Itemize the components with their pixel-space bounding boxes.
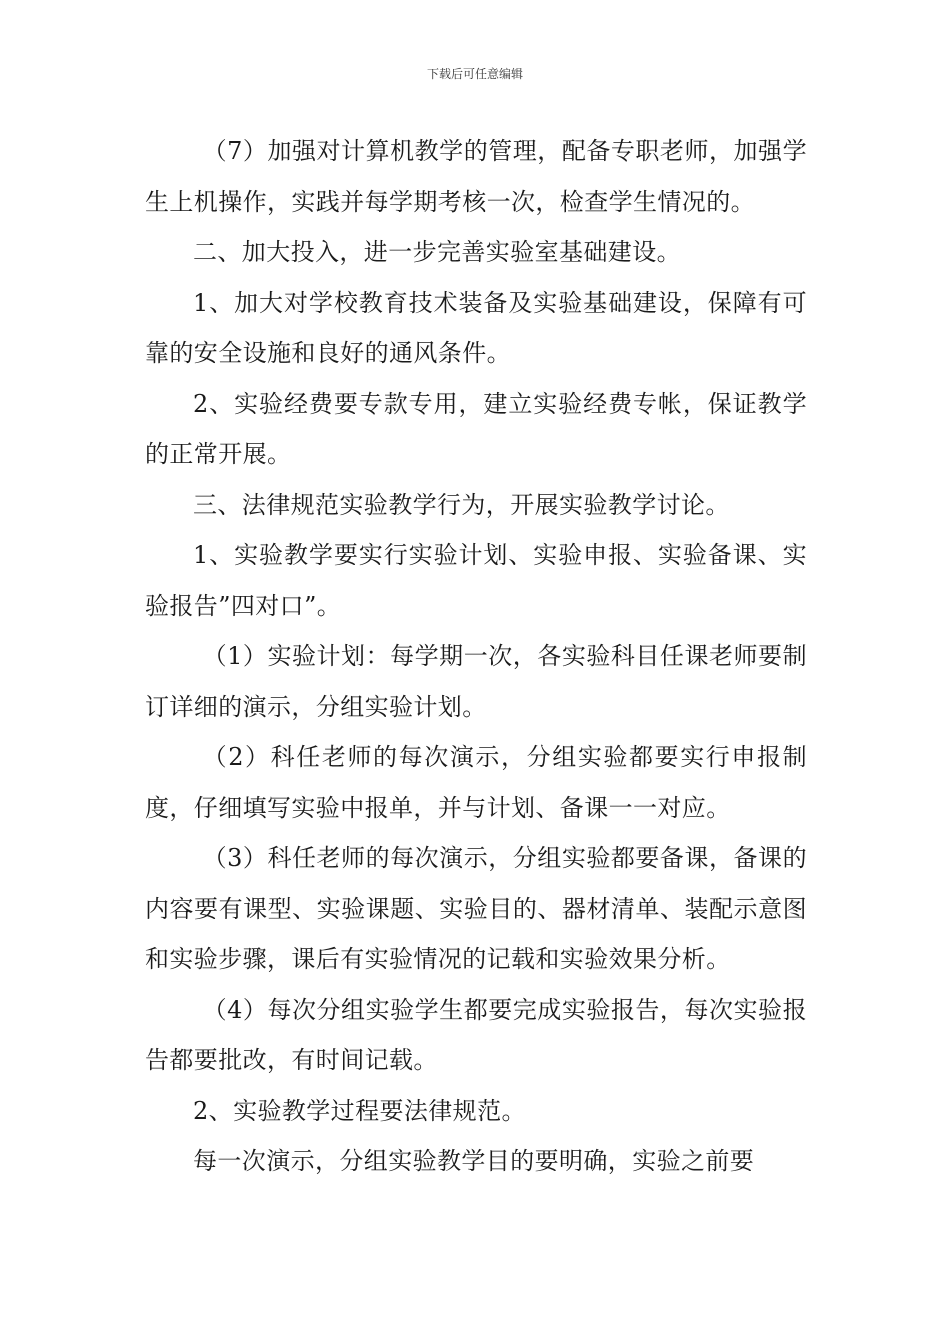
paragraph-item-7: （7）加强对计算机教学的管理，配备专职老师，加强学生上机操作，实践并每学期考核一次，检查学生情况的。 [145, 137, 807, 216]
paragraph-section-2-item-2: 2、实验经费要专款专用，建立实验经费专帐，保证教学的正常开展。 [145, 389, 807, 468]
paragraph-section-2-item-1: 1、加大对学校教育技术装备及实验基础建设，保障有可靠的安全设施和良好的通风条件。 [145, 288, 807, 367]
paragraph-subitem-4: （4）每次分组实验学生都要完成实验报告，每次实验报告都要批改，有时间记载。 [145, 995, 807, 1074]
paragraph-subitem-2: （2）科任老师的每次演示，分组实验都要实行申报制度，仔细填写实验中报单，并与计划、备课一一对应。 [145, 743, 807, 822]
paragraph-subitem-3: （3）科任老师的每次演示，分组实验都要备课，备课的内容要有课型、实验课题、实验目的、器材清单、装配示意图和实验步骤，课后有实验情况的记载和实验效果分析。 [145, 844, 807, 973]
paragraph-section-3-item-1: 1、实验教学要实行实验计划、实验申报、实验备课、实验报告”四对口”。 [145, 541, 807, 620]
document-body [145, 126, 807, 1187]
paragraph-section-3-heading: 三、法律规范实验教学行为，开展实验教学讨论。 [193, 490, 730, 519]
paragraph-subitem-1: （1）实验计划：每学期一次，各实验科目任课老师要制订详细的演示，分组实验计划。 [145, 642, 807, 721]
paragraph-continuation: 每一次演示，分组实验教学目的要明确，实验之前要 [193, 1147, 755, 1175]
page-header: 下载后可任意编辑 [426, 67, 523, 81]
paragraph-section-2-heading: 二、加大投入，进一步完善实验室基础建设。 [193, 238, 681, 266]
paragraph-section-3-item-2: 2、实验教学过程要法律规范。 [193, 1096, 526, 1125]
